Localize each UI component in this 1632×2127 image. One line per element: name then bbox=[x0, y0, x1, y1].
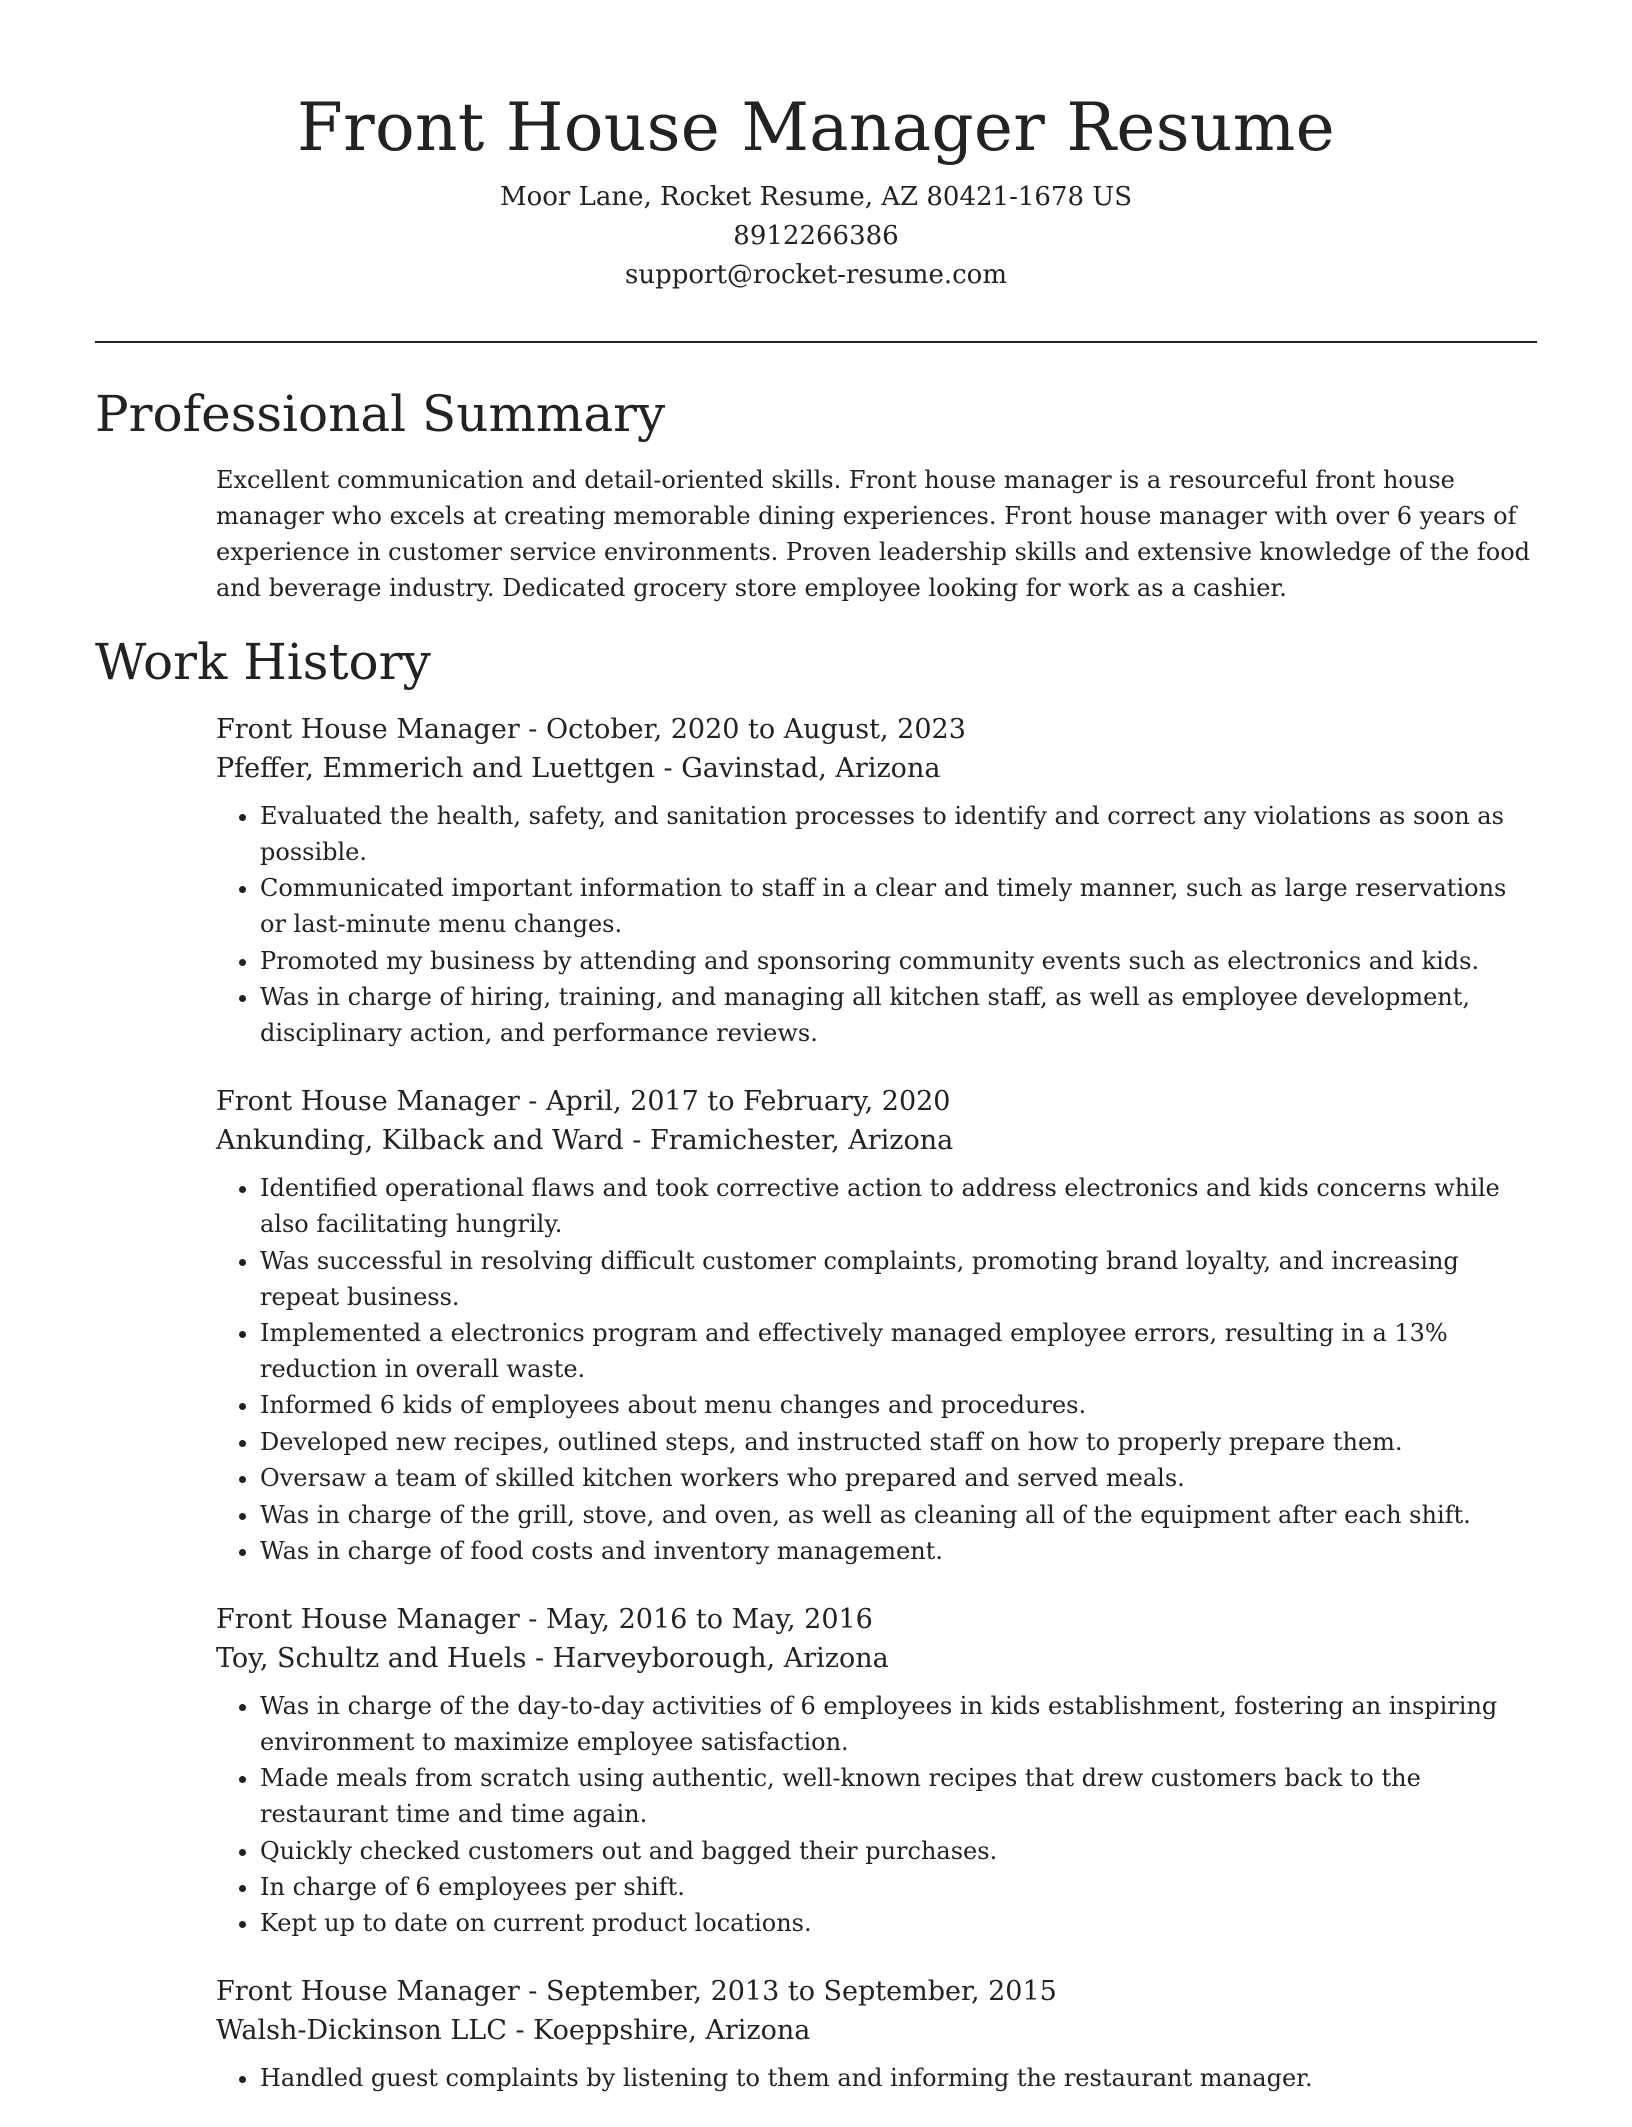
job-title-dates: Front House Manager - October, 2020 to August, 2023 bbox=[216, 714, 966, 745]
job-title-dates: Front House Manager - April, 2017 to February, 2020 bbox=[216, 1086, 951, 1118]
resume-header bbox=[95, 82, 1537, 295]
job-bullet: • Implemented a electronics program and effectively managed employee errors, resulting in a 13% reduction in overall waste. bbox=[260, 1315, 1538, 1387]
job-bullet: • Was in charge of hiring, training, and managing all kitchen staff, as well as employee development, disciplinary action, and performance reviews. bbox=[260, 979, 1538, 1051]
job-company-location: Pfeffer, Emmerich and Luettgen - Gavinstad, Arizona bbox=[216, 753, 941, 784]
job-entry bbox=[216, 710, 1538, 1051]
work-history-heading: Work History bbox=[95, 633, 431, 691]
header-divider bbox=[95, 341, 1537, 343]
job-bullet: • Kept up to date on current product locations. bbox=[260, 1905, 1538, 1941]
job-bullet-list bbox=[216, 1688, 1538, 1942]
job-title-dates: Front House Manager - September, 2013 to September, 2015 bbox=[216, 1976, 1057, 2008]
job-bullet: • Developed new recipes, outlined steps, and instructed staff on how to properly prepare them. bbox=[260, 1424, 1538, 1460]
job-title-dates: Front House Manager - May, 2016 to May, 2016 bbox=[216, 1603, 873, 1635]
job-company-location: Toy, Schultz and Huels - Harveyborough, Arizona bbox=[216, 1642, 889, 1674]
job-bullet-list bbox=[216, 2060, 1538, 2096]
job-entry bbox=[216, 1082, 1538, 1569]
contact-address: Moor Lane, Rocket Resume, AZ 80421-1678 US bbox=[499, 182, 1133, 212]
job-company-location: Walsh-Dickinson LLC - Koeppshire, Arizona bbox=[216, 2015, 811, 2047]
job-bullet: • Promoted my business by attending and sponsoring community events such as electronics and kids. bbox=[260, 943, 1538, 979]
job-company-location: Ankunding, Kilback and Ward - Framichester, Arizona bbox=[216, 1125, 954, 1157]
job-entry bbox=[216, 1972, 1538, 2096]
job-bullet: • Handled guest complaints by listening to them and informing the restaurant manager. bbox=[260, 2060, 1538, 2096]
job-bullet: • Oversaw a team of skilled kitchen workers who prepared and served meals. bbox=[260, 1460, 1538, 1496]
job-bullet: • Evaluated the health, safety, and sanitation processes to identify and correct any violations as soon as possible. bbox=[260, 798, 1538, 870]
summary-heading: Professional Summary bbox=[95, 385, 666, 443]
job-bullet: • Quickly checked customers out and bagged their purchases. bbox=[260, 1833, 1538, 1869]
job-bullet: • Made meals from scratch using authentic, well-known recipes that drew customers back to the restaurant time and time again. bbox=[260, 1760, 1538, 1832]
work-history-list bbox=[216, 710, 1538, 2127]
job-bullet: • In charge of 6 employees per shift. bbox=[260, 1869, 1538, 1905]
contact-email: support@rocket-resume.com bbox=[624, 260, 1007, 290]
job-bullet: • Was successful in resolving difficult customer complaints, promoting brand loyalty, and increasing repeat business. bbox=[260, 1243, 1538, 1315]
job-entry bbox=[216, 1600, 1538, 1942]
summary-text: Excellent communication and detail-oriented skills. Front house manager is a resourceful front house manager who excels at creating memorable dining experiences. Front house manager with over 6 years of experience in customer service environments. Proven leadership skills and extensive knowledge of the food and beverage industry. Dedicated grocery store employee looking for work as a cashier. bbox=[216, 466, 1530, 602]
job-bullet: • Informed 6 kids of employees about menu changes and procedures. bbox=[260, 1387, 1538, 1423]
resume-title: Front House Manager Resume bbox=[297, 89, 1335, 166]
job-bullet-list bbox=[216, 1170, 1538, 1569]
job-bullet: • Identified operational flaws and took corrective action to address electronics and kids concerns while also facilitating hungrily. bbox=[260, 1170, 1538, 1242]
contact-phone: 8912266386 bbox=[733, 221, 899, 251]
job-bullet-list bbox=[216, 798, 1538, 1051]
job-bullet: • Communicated important information to staff in a clear and timely manner, such as large reservations or last-minute menu changes. bbox=[260, 870, 1538, 942]
job-bullet: • Was in charge of the day-to-day activities of 6 employees in kids establishment, fostering an inspiring environment to maximize employee satisfaction. bbox=[260, 1688, 1538, 1760]
job-bullet: • Was in charge of the grill, stove, and oven, as well as cleaning all of the equipment after each shift. bbox=[260, 1497, 1538, 1533]
job-bullet: • Was in charge of food costs and inventory management. bbox=[260, 1533, 1538, 1569]
